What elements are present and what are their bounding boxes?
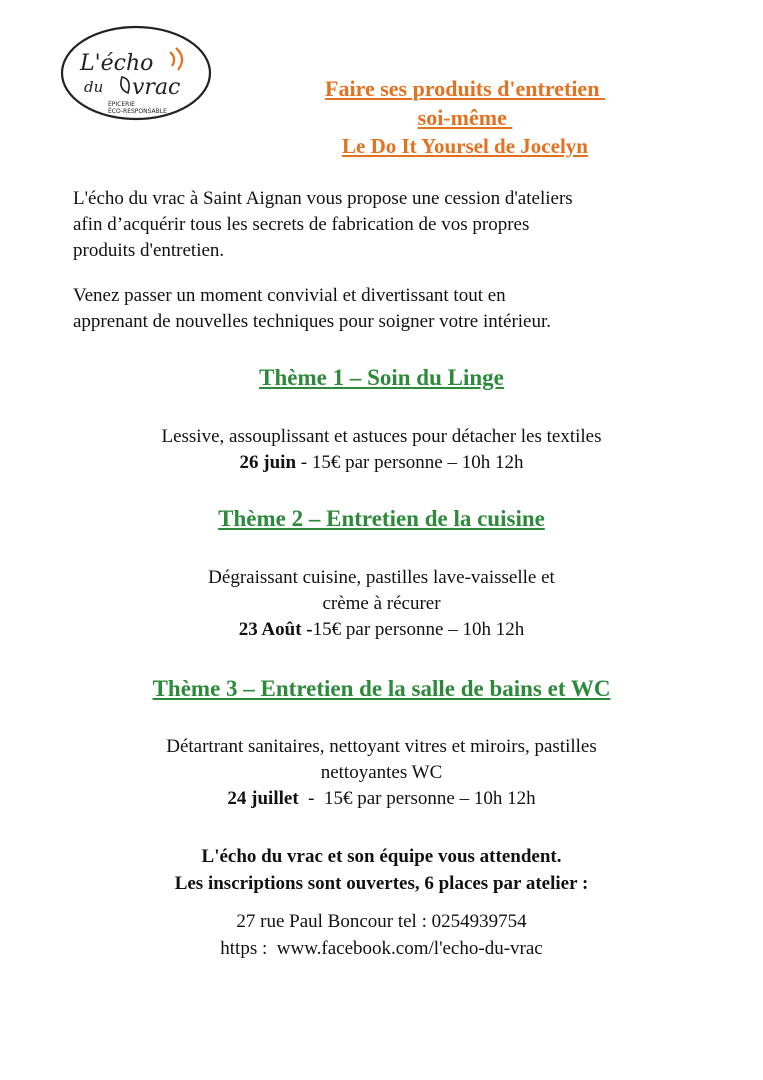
theme-1-title: Thème 1 – Soin du Linge (259, 365, 504, 390)
theme-2-title: Thème 2 – Entretien de la cuisine (218, 506, 545, 531)
intro-paragraph-2 (73, 283, 713, 335)
logo-echo-waves (170, 48, 182, 70)
closing-block (0, 843, 763, 897)
theme-2-details: 15€ par personne – 10h 12h (312, 619, 525, 640)
theme-2-desc: Dégraissant cuisine, pastilles lave-vaisselle et (208, 567, 555, 588)
theme-1-desc: Lessive, assouplissant et astuces pour détacher les textiles (161, 426, 602, 447)
theme-1-details: - 15€ par personne – 10h 12h (296, 452, 524, 473)
theme-2-schedule (0, 617, 763, 643)
facebook-link[interactable]: https : www.facebook.com/l'echo-du-vrac (220, 938, 543, 959)
theme-3-schedule (0, 786, 763, 812)
theme-3-desc: Détartrant sanitaires, nettoyant vitres et miroirs, pastilles (166, 736, 597, 757)
theme-1-date: 26 juin (239, 452, 297, 473)
theme-2-date: 23 Août - (238, 619, 313, 640)
logo-tagline-2: ÉCO-RESPONSABLE (108, 108, 167, 115)
title-subtitle: Le Do It Yoursel de Jocelyn (342, 134, 588, 158)
logo-tagline-1: ÉPICERIE (108, 101, 135, 108)
title-block (240, 74, 690, 161)
contact-block (0, 908, 763, 962)
theme-3-title: Thème 3 – Entretien de la salle de bains et WC (152, 676, 611, 701)
theme-3-desc: nettoyantes WC (320, 762, 443, 783)
brand-logo (58, 22, 214, 124)
theme-2-desc: crème à récurer (322, 593, 441, 614)
intro-p1-line: produits d'entretien. (73, 240, 225, 261)
closing-line-1: L'écho du vrac et son équipe vous attendent. (201, 846, 562, 867)
logo-name-main: L'écho (80, 51, 154, 76)
contact-address: 27 rue Paul Boncour tel : 0254939754 (236, 911, 527, 932)
intro-p2-line: Venez passer un moment convivial et divertissant tout en (73, 285, 506, 306)
logo-name-vrac: vrac (132, 75, 181, 100)
theme-1-schedule (0, 450, 763, 476)
intro-p1-line: afin d’acquérir tous les secrets de fabrication de vos propres (73, 214, 530, 235)
logo-name-du: du (84, 78, 104, 96)
theme-3-details: - 15€ par personne – 10h 12h (298, 788, 536, 809)
theme-2-body (0, 565, 763, 643)
intro-p1-line: L'écho du vrac à Saint Aignan vous propose une cession d'ateliers (73, 188, 573, 209)
theme-3-date: 24 juillet (227, 788, 299, 809)
title-line-2: soi-même (417, 105, 513, 130)
title-line-1: Faire ses produits d'entretien (325, 76, 605, 101)
intro-p2-line: apprenant de nouvelles techniques pour soigner votre intérieur. (73, 311, 552, 332)
closing-line-2: Les inscriptions sont ouvertes, 6 places par atelier : (174, 873, 589, 894)
theme-3-body (0, 734, 763, 812)
intro-paragraph-1 (73, 186, 713, 264)
theme-1-body (0, 424, 763, 476)
leaf-icon (121, 77, 129, 93)
